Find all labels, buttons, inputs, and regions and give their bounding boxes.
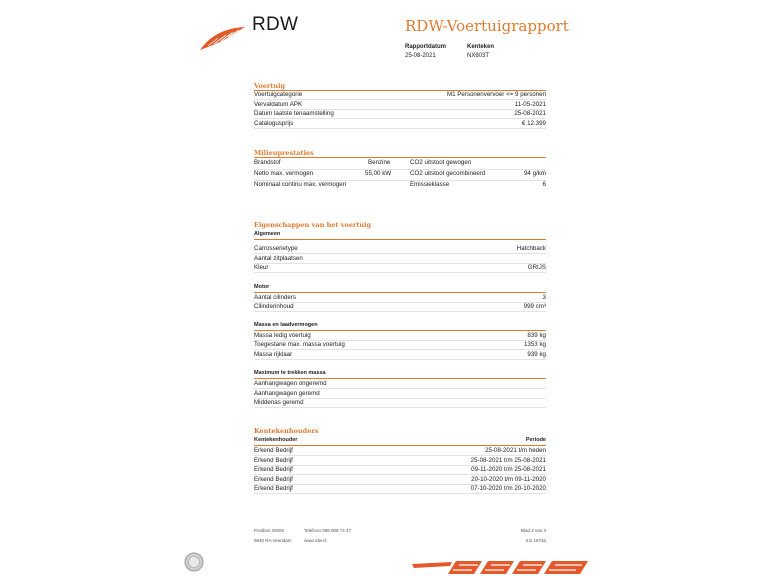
- milieu-label2: CO2 uitstoot gecombineerd: [410, 170, 486, 177]
- row-label: Catalogusprijs: [254, 120, 294, 127]
- row-divider: [254, 180, 546, 181]
- row-label: Kleur: [254, 264, 269, 271]
- row-label: Aanhangwagen geremd: [254, 390, 320, 397]
- holder-column-header: Kentekenhouder: [254, 437, 298, 443]
- holder-cell: Erkend Bedrijf: [254, 457, 293, 464]
- milieu-value: Benzine: [368, 159, 391, 166]
- milieu-value2: 6: [542, 181, 546, 188]
- footer-stripes-icon: [412, 560, 592, 576]
- row-value: 1353 kg: [523, 341, 546, 348]
- section-milieu-title: Milieuprestaties: [254, 149, 314, 157]
- row-label: Vervaldatum APK: [254, 101, 303, 108]
- seal-icon: [184, 552, 204, 572]
- section-voertuig-title: Voertuig: [254, 82, 286, 90]
- table-row: [254, 398, 546, 408]
- row-value: 3: [542, 294, 546, 301]
- period-cell: 07-10-2020 t/m 20-10-2020: [470, 485, 546, 492]
- subsection-massa-title: Massa en laadvermogen: [254, 322, 318, 328]
- table-row: [254, 109, 546, 119]
- holder-cell: Erkend Bedrijf: [254, 447, 293, 454]
- section-divider: [254, 239, 546, 240]
- footer-postbus: Postbus 30000: [254, 528, 285, 533]
- period-cell: 09-11-2020 t/m 25-08-2021: [471, 466, 546, 473]
- milieu-table: [254, 158, 546, 191]
- footer-phone: Telefoon 088 008 74 47: [304, 528, 352, 533]
- row-label: Carrosserietype: [254, 245, 298, 252]
- table-row: [254, 340, 546, 350]
- milieu-label2: Emissieklasse: [410, 181, 450, 188]
- row-label: Aantal zitplaatsen: [254, 255, 303, 262]
- subsection-algemeen-title: Algemeen: [254, 231, 281, 237]
- row-value: M1 Personenvervoer <= 9 personen: [446, 91, 546, 98]
- footer-website: www.rdw.nl: [304, 538, 327, 543]
- period-cell: 25-08-2021 t/m heden: [485, 447, 546, 454]
- footer-page: Blad 2 van 3: [520, 528, 546, 533]
- table-row: [254, 446, 546, 456]
- row-value: € 12.399: [521, 120, 546, 127]
- row-label: Aantal cilinders: [254, 294, 296, 301]
- period-cell: 25-08-2021 t/m 25-08-2021: [470, 457, 546, 464]
- row-label: Massa rijklaar: [254, 351, 293, 358]
- table-row: [254, 465, 546, 475]
- footer-address: 9640 RA Veendam: [254, 538, 292, 543]
- milieu-label: Brandstof: [254, 159, 281, 166]
- table-row: [254, 90, 546, 100]
- subsection-trekken-title: Maximum te trekken massa: [254, 370, 326, 376]
- holder-cell: Erkend Bedrijf: [254, 466, 293, 473]
- row-label: Middenas geremd: [254, 399, 304, 406]
- period-cell: 20-10-2020 t/m 09-11-2020: [471, 476, 546, 483]
- milieu-label2: CO2 uitstoot gewogen: [410, 159, 472, 166]
- holder-cell: Erkend Bedrijf: [254, 485, 293, 492]
- milieu-label: Netto max. vermogen: [254, 170, 314, 177]
- row-value: 11-05-2021: [514, 101, 546, 108]
- table-row: [254, 119, 546, 129]
- milieu-value2: 94 g/km: [523, 170, 546, 177]
- milieu-label: Nominaal continu max. vermogen: [254, 181, 347, 188]
- table-row: [254, 244, 546, 254]
- row-label: Toegestane max. massa voertuig: [254, 341, 345, 348]
- brand-name: RDW: [252, 14, 299, 35]
- section-eigenschappen-title: Eigenschappen van het voertuig: [254, 221, 372, 229]
- footer-code: 3.E.1673a: [525, 538, 546, 543]
- row-label: Aanhangwagen ongeremd: [254, 380, 327, 387]
- row-label: Voertuigcategorie: [254, 91, 303, 98]
- row-value: 939 kg: [527, 351, 546, 358]
- period-column-header: Periode: [525, 437, 546, 443]
- plate-label: Kenteken: [467, 44, 495, 50]
- row-label: Massa ledig voertuig: [254, 332, 311, 339]
- section-kentekenhouders-title: Kentekenhouders: [254, 427, 319, 435]
- rdw-logo-icon: [198, 22, 248, 52]
- report-title: RDW-Voertuigrapport: [405, 17, 569, 35]
- row-value: GRIJS: [527, 264, 546, 271]
- milieu-value: 55,00 kW: [365, 170, 392, 177]
- row-label: Datum laatste tenaamstelling: [254, 110, 334, 117]
- row-value: 999 cm³: [523, 303, 546, 310]
- table-row: [254, 484, 546, 494]
- subsection-motor-title: Motor: [254, 284, 270, 290]
- row-value: Hatchback: [516, 245, 546, 252]
- plate-value: NX603T: [467, 53, 490, 59]
- holder-cell: Erkend Bedrijf: [254, 476, 293, 483]
- table-row: [254, 350, 546, 360]
- row-value: 839 kg: [527, 332, 546, 339]
- report-date-label: Rapportdatum: [405, 44, 446, 50]
- report-date: 25-08-2021: [405, 53, 436, 59]
- row-value: 25-08-2021: [514, 110, 546, 117]
- row-label: Cilinderinhoud: [254, 303, 294, 310]
- table-row: [254, 263, 546, 273]
- table-row: [254, 302, 546, 312]
- table-row: [254, 379, 546, 389]
- row-divider: [254, 169, 546, 170]
